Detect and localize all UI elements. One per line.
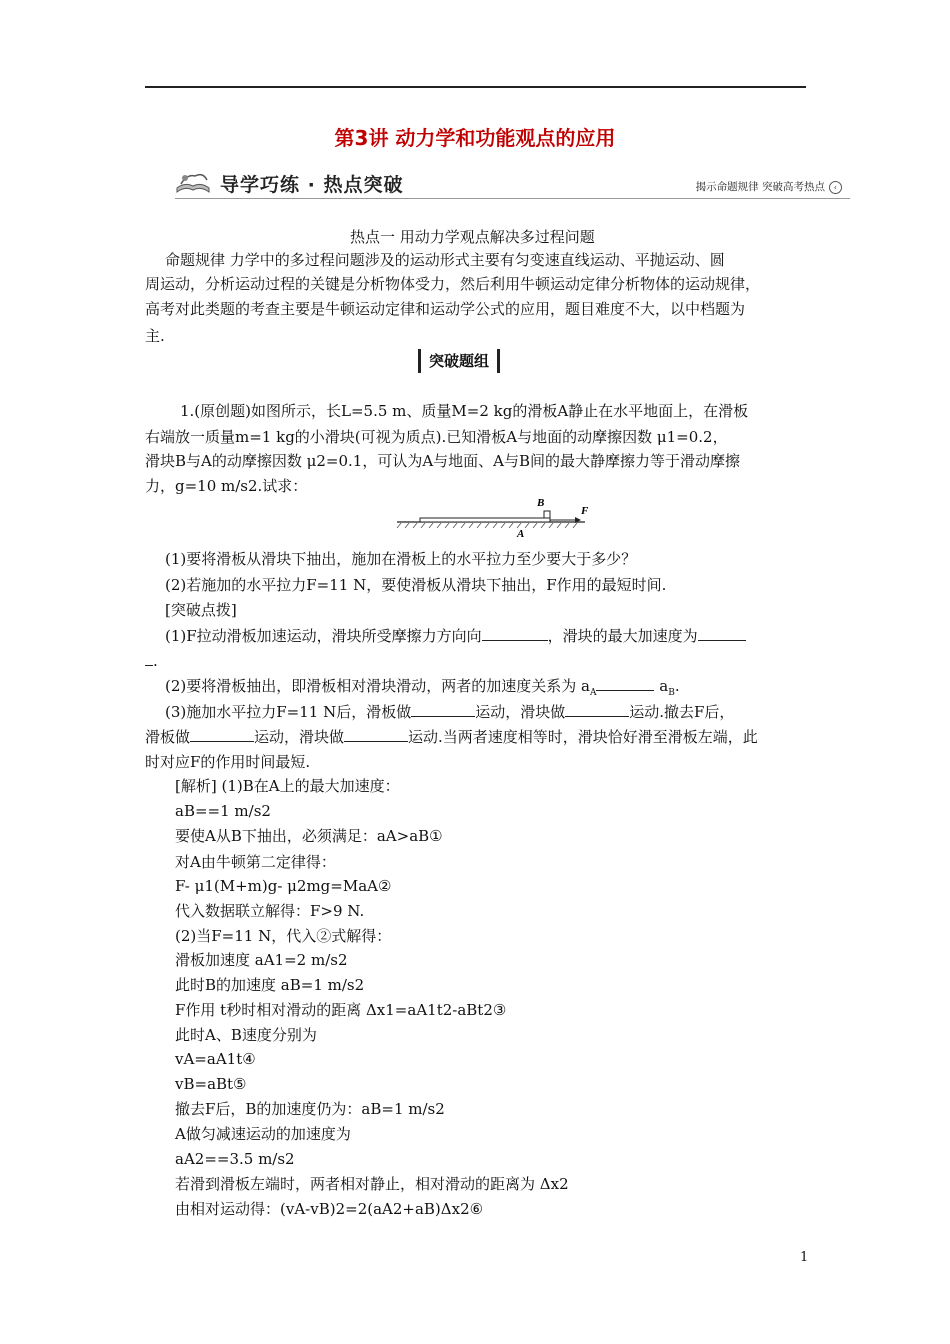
hint-heading: [突破点拨] [165, 601, 237, 619]
solution-line: [解析] (1)B在A上的最大加速度： [175, 777, 400, 795]
question-line: (1)要将滑板从滑块下抽出，施加在滑板上的水平拉力至少要大于多少？ [165, 550, 637, 568]
section-banner [175, 166, 850, 200]
fill-blank [565, 702, 629, 717]
banner-underline [175, 198, 850, 199]
solution-line: 由相对运动得：(vA-vB)2=2(aA2+aB)Δx2⑥ [175, 1200, 484, 1218]
solution-line: 对A由牛顿第二定律得： [175, 853, 336, 871]
label-a: A [517, 528, 525, 540]
intro-line: 高考对此类题的考查主要是牛顿运动定律和运动学公式的应用，题目难度不大，以中档题为 [145, 300, 746, 318]
box-heading: 突破题组 [418, 349, 500, 373]
fill-blank [411, 702, 475, 717]
hint-line: 滑板做 运动，滑块做 运动.当两者速度相等时，滑块恰好滑至滑板左端，此 [145, 728, 758, 746]
solution-line: aB==1 m/s2 [175, 802, 271, 820]
hint-line: (1)F拉动滑板加速运动，滑块所受摩擦力方向向 ，滑块的最大加速度为 [165, 626, 746, 646]
hint-line: . [145, 651, 158, 671]
fill-blank [482, 626, 548, 641]
block-b [544, 511, 550, 518]
fill-blank [344, 727, 408, 742]
problem-line: 右端放一质量m=1 kg的小滑块(可视为质点).已知滑板A与地面的动摩擦因数 μ1=0.2， [145, 428, 728, 446]
solution-line: 此时A、B速度分别为 [175, 1026, 317, 1044]
hint-line: (2)要将滑板抽出，即滑板相对滑块滑动，两者的加速度关系为 $a_A$ $a_B$. [165, 677, 680, 698]
solution-line: 要使A从B下抽出，必须满足：aA>aB① [175, 827, 443, 845]
solution-line: F- μ1(M+m)g- μ2mg=MaA② [175, 877, 392, 895]
solution-line: vB=aBt⑤ [175, 1075, 247, 1093]
solution-line: 代入数据联立解得：F>9 N. [175, 902, 365, 920]
hint-line: 时对应F的作用时间最短. [145, 753, 311, 771]
problem-line: 1.(原创题)如图所示，长L=5.5 m、质量M=2 kg的滑板A静止在水平地面上，在滑板 [180, 402, 749, 420]
page-number: 1 [800, 1250, 809, 1265]
hint-line: (3)施加水平拉力F=11 N后，滑板做 运动，滑块做 运动.撤去F后， [165, 703, 735, 721]
solution-line: (2)当F=11 N，代入②式解得： [175, 927, 392, 945]
board-a [420, 518, 550, 522]
label-f: F [581, 505, 589, 517]
intro-line: 主. [145, 327, 165, 345]
problem-line: 力，g=10 m/s2.试求： [145, 477, 308, 495]
section-heading: 热点一 用动力学观点解决多过程问题 [350, 228, 595, 246]
lecture-title: 第3讲 动力学和功能观点的应用 [334, 126, 616, 150]
board-block-figure [395, 490, 595, 540]
solution-line: A做匀减速运动的加速度为 [175, 1125, 351, 1143]
fill-blank [190, 727, 254, 742]
solution-line: 若滑到滑板左端时，两者相对静止，相对滑动的距离为 Δx2 [175, 1175, 569, 1193]
banner-title: 导学巧练 · 热点突破 [220, 174, 404, 196]
solution-line: 滑板加速度 aA1=2 m/s2 [175, 951, 348, 969]
question-line: (2)若施加的水平拉力F=11 N，要使滑板从滑块下抽出，F作用的最短时间. [165, 576, 667, 594]
problem-line: 滑块B与A的动摩擦因数 μ2=0.1，可认为A与地面、A与B间的最大静摩擦力等于滑动摩擦 [145, 452, 741, 470]
solution-line: aA2==3.5 m/s2 [175, 1150, 295, 1168]
solution-line: 撤去F后，B的加速度仍为：aB=1 m/s2 [175, 1100, 445, 1118]
arrow-left-icon: ‹ [829, 181, 842, 194]
intro-line: 周运动，分析运动过程的关键是分析物体受力，然后利用牛顿运动定律分析物体的运动规律， [145, 275, 761, 293]
fill-blank [698, 626, 746, 641]
label-b: B [537, 497, 545, 509]
fill-blank [596, 676, 654, 691]
solution-line: 此时B的加速度 aB=1 m/s2 [175, 976, 365, 994]
fill-blank [145, 651, 153, 666]
solution-line: F作用 t秒时相对滑动的距离 Δx1=aA1t2-aBt2③ [175, 1001, 507, 1019]
intro-line: 命题规律 力学中的多过程问题涉及的运动形式主要有匀变速直线运动、平抛运动、圆 [165, 251, 725, 269]
book-logo-icon [175, 168, 211, 196]
header-rule [145, 86, 806, 88]
solution-line: vA=aA1t④ [175, 1050, 256, 1068]
banner-subtitle: 揭示命题规律 突破高考热点 ‹ [696, 179, 842, 194]
